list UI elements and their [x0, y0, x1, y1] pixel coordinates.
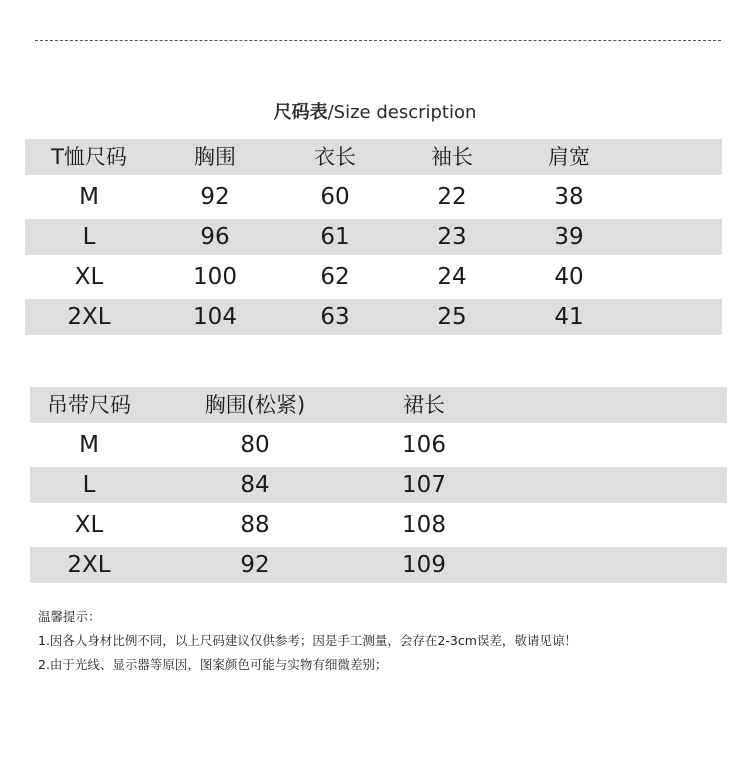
tshirt-size-table [25, 139, 722, 339]
table-header-row [30, 387, 727, 423]
value-cell: 100 [193, 264, 237, 290]
size-cell: 2XL [67, 304, 111, 330]
tips-heading: 温馨提示： [38, 609, 101, 624]
value-cell: 63 [320, 304, 350, 330]
title-english: /Size description [327, 102, 477, 123]
value-cell: 22 [437, 184, 467, 210]
header-cell: 吊带尺码 [47, 393, 131, 417]
value-cell: 39 [554, 224, 584, 250]
header-cell: 裙长 [403, 393, 445, 417]
tip-line: 2.由于光线、显示器等原因，图案颜色可能与实物有细微差别； [38, 657, 388, 672]
value-cell: 84 [240, 472, 270, 498]
header-cell: 肩宽 [548, 145, 590, 169]
value-cell: 92 [200, 184, 230, 210]
table-row [25, 259, 722, 295]
header-cell: 袖长 [431, 145, 473, 169]
table-row [25, 219, 722, 255]
page-title [0, 98, 750, 124]
table-row [30, 427, 727, 463]
value-cell: 40 [554, 264, 584, 290]
size-cell: M [79, 184, 99, 210]
tip-line: 1.因各人身材比例不同，以上尺码建议仅供参考；因是手工测量，会存在2-3cm误差，敬请见谅！ [38, 633, 577, 648]
size-cell: L [82, 472, 96, 498]
value-cell: 23 [437, 224, 467, 250]
value-cell: 107 [402, 472, 446, 498]
size-cell: XL [74, 264, 104, 290]
dashed-divider [35, 40, 721, 41]
size-cell: M [79, 432, 99, 458]
table-row [30, 507, 727, 543]
value-cell: 88 [240, 512, 270, 538]
value-cell: 61 [320, 224, 350, 250]
strap-size-table [30, 387, 727, 587]
header-cell: 胸围(松紧) [204, 393, 306, 417]
value-cell: 96 [200, 224, 230, 250]
value-cell: 104 [193, 304, 237, 330]
value-cell: 60 [320, 184, 350, 210]
header-cell: 胸围 [194, 145, 236, 169]
title-chinese: 尺码表 [273, 102, 328, 123]
table-row [25, 179, 722, 215]
value-cell: 109 [402, 552, 446, 578]
tips-section [38, 605, 577, 677]
header-cell: T恤尺码 [51, 145, 127, 169]
value-cell: 62 [320, 264, 350, 290]
header-cell: 衣长 [314, 145, 356, 169]
size-cell: 2XL [67, 552, 111, 578]
value-cell: 24 [437, 264, 467, 290]
value-cell: 25 [437, 304, 467, 330]
table-row [25, 299, 722, 335]
value-cell: 80 [240, 432, 270, 458]
value-cell: 41 [554, 304, 584, 330]
size-cell: XL [74, 512, 104, 538]
size-cell: L [82, 224, 96, 250]
table-row [30, 547, 727, 583]
value-cell: 92 [240, 552, 270, 578]
table-row [30, 467, 727, 503]
table-header-row [25, 139, 722, 175]
value-cell: 108 [402, 512, 446, 538]
value-cell: 106 [402, 432, 446, 458]
value-cell: 38 [554, 184, 584, 210]
